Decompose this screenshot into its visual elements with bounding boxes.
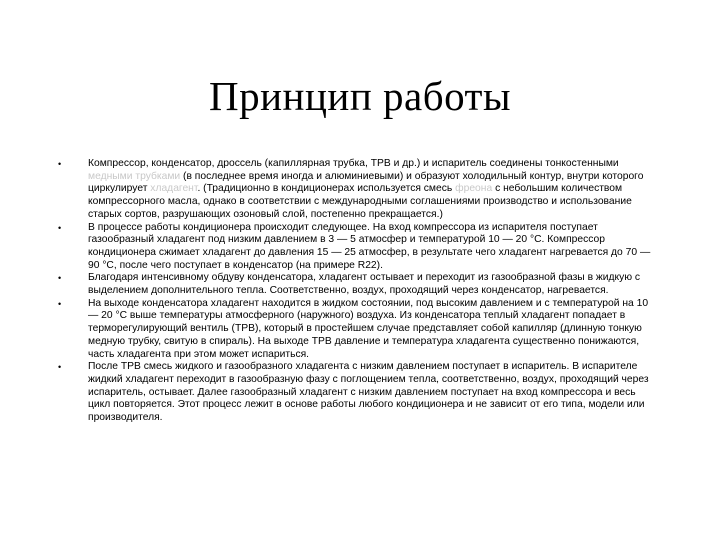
bullet-text: Благодаря интенсивному обдуву конденсатора, хладагент остывает и переходит из газообразной фазы в жидкую с выделением дополнительного тепла. Соответственно, воздух, проходящий через конденсатор, нагревается. (88, 272, 641, 297)
bullet-item-compressor (58, 222, 658, 273)
copper-tubes-link[interactable]: медными трубками (88, 170, 181, 182)
bullet-icon: • (58, 298, 62, 309)
bullet-list (58, 158, 658, 425)
slide-title: Принцип работы (208, 73, 512, 119)
bullet-text: После ТРВ смесь жидкого и газообразного хладагента с низким давлением поступает в испаритель. В испарителе жидкий хладагент переходит в газообразную фазу с поглощением тепла, соответственно, воздух, проходящий через испаритель, остывает. Далее газообразный хладагент с низким давлением поступает на вход компрессора и весь цикл повторяется. Этот процесс лежит в основе работы любого кондиционера и не зависит от его типа, модели или производителя. (88, 361, 649, 424)
bullet-icon: • (58, 159, 62, 169)
bullet-item-condenser (58, 272, 658, 297)
bullet-item-components (58, 158, 658, 222)
bullet-icon: • (58, 273, 62, 284)
bullet-text: с небольшим количеством компрессорного масла, однако в соответствии с международными соглашениями производство и использование старых сортов, разрушающих озоновый слой, постепенно прекращается.) (88, 183, 632, 220)
refrigerant-link[interactable]: хладагент (150, 183, 198, 195)
bullet-text: . (Традиционно в кондиционерах используется смесь (197, 183, 456, 195)
freon-link[interactable]: фреона (455, 183, 493, 195)
bullet-text: Компрессор, конденсатор, дроссель (капиллярная трубка, ТРВ и др.) и испаритель соединены тонкостенными (88, 158, 619, 169)
bullet-item-condenser-output (58, 298, 658, 362)
bullet-text: На выходе конденсатора хладагент находится в жидком состоянии, под высоким давлением и с температурой на 10 — 20 °С выше температуры атмосферного (наружного) воздуха. Из конденсатора теплый хладагент попадает в терморегулирующий вентиль (ТРВ), который в простейшем случае представляет собой капилляр (длинную тонкую медную трубку, свитую в спираль). На выходе ТРВ давление и температура хладагента существенно понижаются, часть хладагента при этом может испариться. (88, 297, 649, 360)
bullet-icon: • (58, 222, 62, 233)
bullet-text: В процессе работы кондиционера происходит следующее. На вход компрессора из испарителя поступает газообразный хладагент под низким давлением в 3 — 5 атмосфер и температурой 10 — 20 °С. Компрессор кондиционера сжимает хладагент до давления 15 — 25 атмосфер, в результате чего хладагент нагревается до 70 — 90 °С, после чего поступает в конденсатор (на примере R22). (88, 221, 651, 271)
bullet-icon: • (58, 362, 62, 373)
bullet-item-evaporator (58, 361, 658, 425)
bullet-text: (в последнее время иногда и алюминиевыми) и образуют холодильный контур, внутри которого циркулирует (88, 170, 644, 195)
